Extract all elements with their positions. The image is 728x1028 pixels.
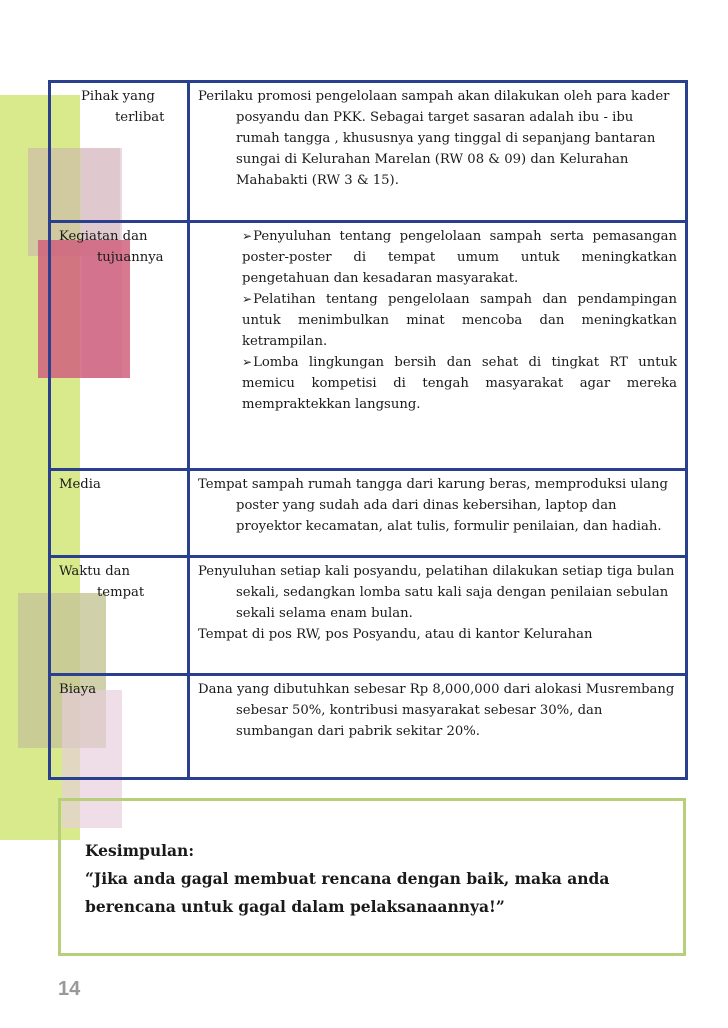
list-item: ➢Pelatihan tentang pengelolaan sampah dan pendampingan untuk menimbulkan minat mencoba dan meningkatkan ketrampilan. bbox=[242, 292, 677, 349]
page-number: 14 bbox=[58, 978, 81, 1000]
row-label: Biaya bbox=[50, 675, 189, 779]
activity-list bbox=[198, 226, 677, 415]
content-paragraph: Penyuluhan setiap kali posyandu, pelatihan dilakukan setiap tiga bulan sekali, sedangkan lomba satu kali saja dengan penilaian sebulan sekali selama enam bulan. bbox=[198, 564, 675, 621]
arrow-bullet-icon: ➢ bbox=[242, 229, 253, 243]
table-row bbox=[50, 222, 687, 470]
row-content bbox=[189, 675, 687, 779]
row-content bbox=[189, 557, 687, 675]
content-paragraph: Tempat di pos RW, pos Posyandu, atau di kantor Kelurahan bbox=[198, 627, 593, 642]
conclusion-heading: Kesimpulan: bbox=[85, 841, 195, 860]
plan-table bbox=[48, 80, 688, 780]
row-content bbox=[189, 470, 687, 557]
table-row bbox=[50, 557, 687, 675]
content-paragraph: Tempat sampah rumah tangga dari karung beras, memproduksi ulang poster yang sudah ada dari dinas kebersihan, laptop dan proyektor kecamatan, alat tulis, formulir penilaian, dan hadiah. bbox=[198, 477, 668, 534]
conclusion-quote: “Jika anda gagal membuat rencana dengan baik, maka anda berencana untuk gagal dalam pelaksanaannya!” bbox=[85, 869, 610, 916]
conclusion-box bbox=[58, 798, 686, 956]
list-item: ➢Penyuluhan tentang pengelolaan sampah serta pemasangan poster-poster di tempat umum untuk meningkatkan pengetahuan dan kesadaran masyarakat. bbox=[242, 229, 677, 286]
row-label: Media bbox=[50, 470, 189, 557]
arrow-bullet-icon: ➢ bbox=[242, 292, 253, 306]
table-row bbox=[50, 675, 687, 779]
row-label: Waktu dan tempat bbox=[50, 557, 189, 675]
table-row bbox=[50, 470, 687, 557]
content-paragraph: Dana yang dibutuhkan sebesar Rp 8,000,000 dari alokasi Musrembang sebesar 50%, kontribusi masyarakat sebesar 30%, dan sumbangan dari pabrik sekitar 20%. bbox=[198, 682, 675, 739]
row-content bbox=[189, 222, 687, 470]
row-label: Kegiatan dan tujuannya bbox=[50, 222, 189, 470]
row-label: Pihak yang terlibat bbox=[50, 82, 189, 222]
row-content bbox=[189, 82, 687, 222]
content-paragraph: Perilaku promosi pengelolaan sampah akan dilakukan oleh para kader posyandu dan PKK. Sebagai target sasaran adalah ibu - ibu rumah tangga , khususnya yang tinggal di sepanjang bantaran sungai di Kelurahan Marelan (RW 08 & 09) dan Kelurahan Mahabakti (RW 3 & 15). bbox=[198, 89, 670, 188]
arrow-bullet-icon: ➢ bbox=[242, 355, 253, 369]
table-row bbox=[50, 82, 687, 222]
list-item: ➢Lomba lingkungan bersih dan sehat di tingkat RT untuk memicu kompetisi di tengah masyarakat agar mereka mempraktekkan langsung. bbox=[242, 355, 677, 412]
